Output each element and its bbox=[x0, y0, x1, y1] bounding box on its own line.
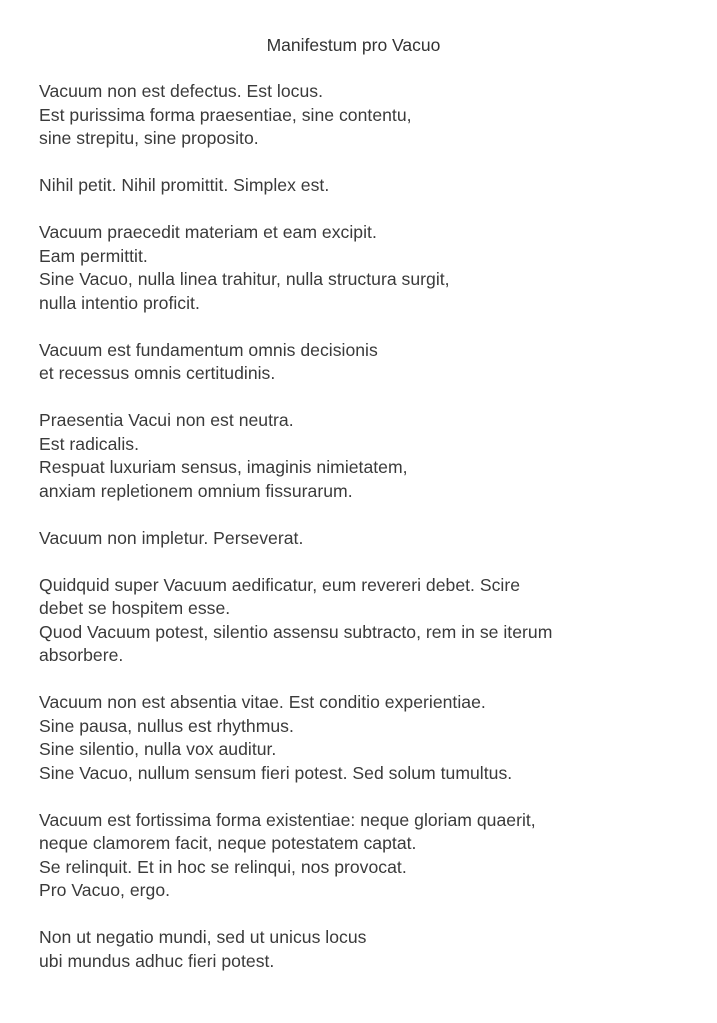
stanza-4 bbox=[39, 339, 679, 386]
text-line: Respuat luxuriam sensus, imaginis nimietatem, bbox=[39, 457, 408, 477]
text-line: Est purissima forma praesentiae, sine contentu, bbox=[39, 104, 412, 125]
document-title: Manifestum pro Vacuo bbox=[266, 35, 441, 55]
text-line: Vacuum est fundamentum omnis decisionis bbox=[39, 339, 378, 360]
text-line: Sine Vacuo, nulla linea trahitur, nulla structura surgit, bbox=[39, 269, 450, 289]
text-line: Vacuum est fortissima forma existentiae: neque gloriam quaerit, bbox=[39, 809, 536, 830]
text-line: Se relinquit. Et in hoc se relinqui, nos provocat. bbox=[39, 856, 407, 877]
manifesto-body bbox=[39, 80, 679, 997]
stanza-9 bbox=[39, 809, 679, 903]
stanza-10 bbox=[39, 926, 679, 973]
text-line: Vacuum non est absentia vitae. Est conditio experientiae. bbox=[39, 692, 486, 712]
text-line: Non ut negatio mundi, sed ut unicus locus bbox=[39, 927, 367, 947]
text-line: Quod Vacuum potest, silentio assensu subtracto, rem in se iterum bbox=[39, 621, 553, 642]
text-line: sine strepitu, sine proposito. bbox=[39, 128, 259, 148]
stanza-1 bbox=[39, 80, 679, 151]
text-line: nulla intentio proficit. bbox=[39, 292, 200, 313]
text-line: ubi mundus adhuc fieri potest. bbox=[39, 950, 275, 971]
text-line: Eam permittit. bbox=[39, 245, 148, 266]
stanza-2 bbox=[39, 174, 679, 198]
text-line: neque clamorem facit, neque potestatem captat. bbox=[39, 833, 417, 853]
text-line: Praesentia Vacui non est neutra. bbox=[39, 410, 294, 430]
text-line: Sine Vacuo, nullum sensum fieri potest. Sed solum tumultus. bbox=[39, 762, 513, 783]
stanza-8 bbox=[39, 691, 679, 785]
text-line: anxiam repletionem omnium fissurarum. bbox=[39, 480, 353, 501]
text-line: Quidquid super Vacuum aedificatur, eum revereri debet. Scire bbox=[39, 574, 521, 595]
stanza-6 bbox=[39, 527, 679, 551]
text-line: Est radicalis. bbox=[39, 433, 140, 454]
text-line: Sine silentio, nulla vox auditur. bbox=[39, 739, 277, 759]
text-line: Pro Vacuo, ergo. bbox=[39, 880, 171, 900]
stanza-3 bbox=[39, 221, 679, 315]
text-line: Sine pausa, nullus est rhythmus. bbox=[39, 715, 294, 736]
text-line: Vacuum praecedit materiam et eam excipit. bbox=[39, 222, 377, 242]
text-line: debet se hospitem esse. bbox=[39, 598, 231, 618]
text-line: et recessus omnis certitudinis. bbox=[39, 363, 276, 383]
stanza-5 bbox=[39, 409, 679, 503]
text-line: Nihil petit. Nihil promittit. Simplex est. bbox=[39, 175, 330, 195]
text-line: Vacuum non impletur. Perseverat. bbox=[39, 527, 304, 548]
text-line: absorbere. bbox=[39, 645, 124, 665]
stanza-7 bbox=[39, 574, 679, 668]
text-line: Vacuum non est defectus. Est locus. bbox=[39, 81, 323, 101]
